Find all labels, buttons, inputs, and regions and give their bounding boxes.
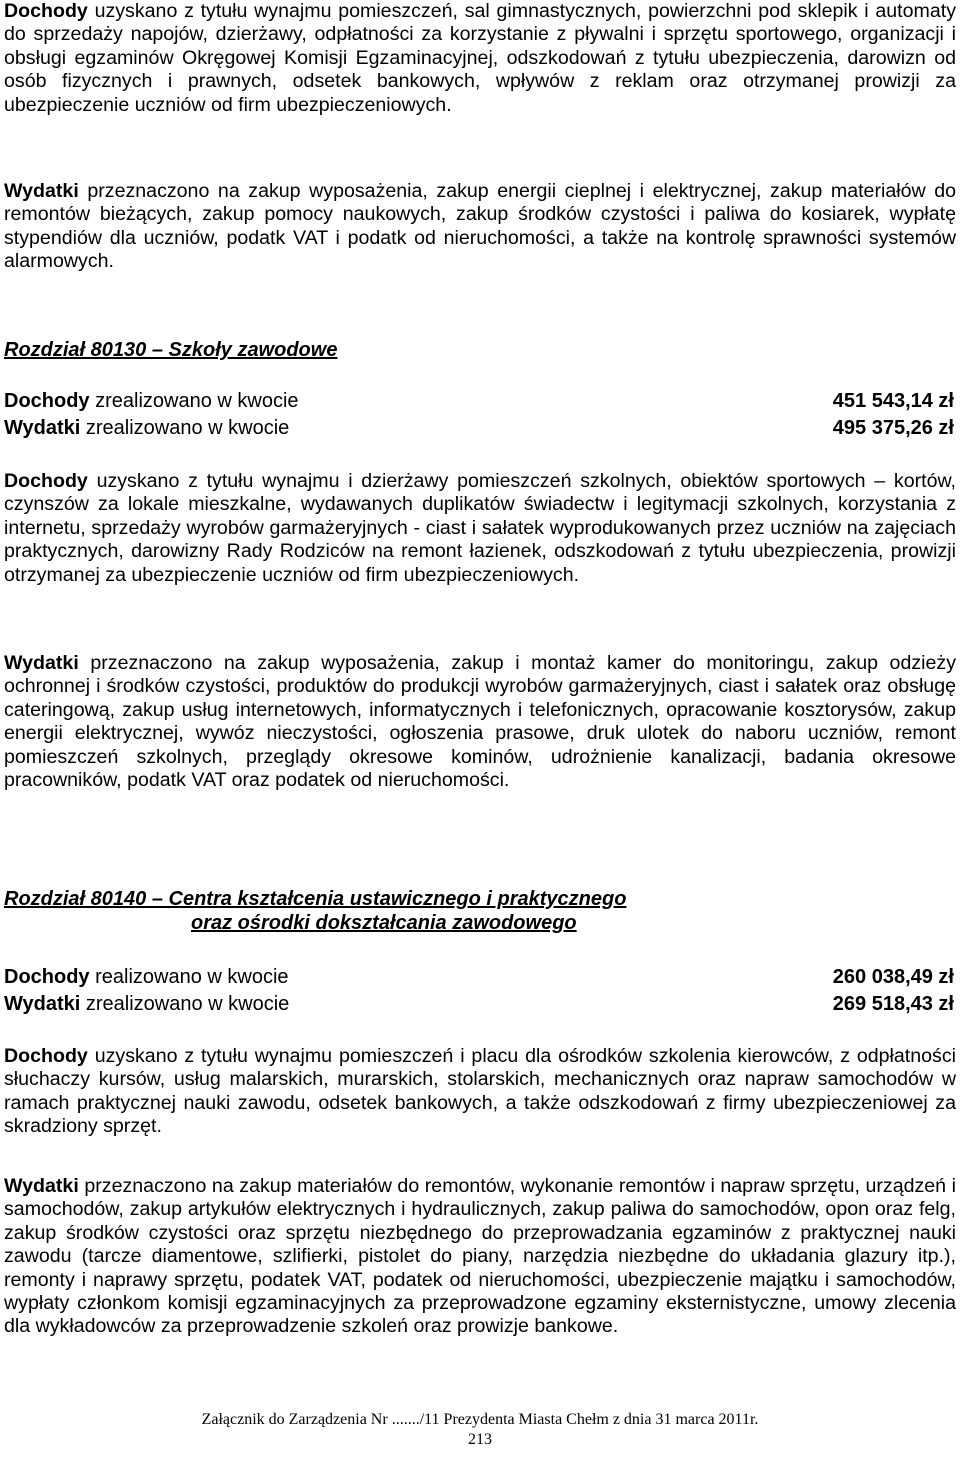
section-80140-expense-amount: 269 518,43 zł (832, 993, 954, 1015)
section-80130-expense-label: Wydatki (4, 652, 79, 674)
section-80130-income-row-label-group (4, 388, 299, 415)
prev-income-label: Dochody (4, 0, 88, 22)
section-80140-income-text: uzyskano z tytułu wynajmu pomieszczeń i placu dla ośrodków szkolenia kierowców, z odpłatności słuchaczy kursów, usług malarskich, murarskich, stolarskich, mechanicznych oraz napraw samochodów w ramach praktycznej nauki zawodu, odsetek bankowych, a także odszkodowań z firmy ubezpieczeniowej za skradziony sprzęt. (4, 1045, 956, 1138)
section-80130-summary (4, 388, 956, 442)
section-80130-income-amount: 451 543,14 zł (832, 390, 954, 412)
section-80140-income-paragraph (4, 1045, 956, 1139)
section-80130-income-row-suffix: zrealizowano w kwocie (95, 390, 299, 412)
section-80130-expense-row-suffix: zrealizowano w kwocie (85, 417, 290, 439)
section-80130-income-text: uzyskano z tytułu wynajmu i dzierżawy pomieszczeń szkolnych, obiektów sportowych – kortów, czynszów za lokale mieszkalne, wydawanych duplikatów świadectw i legitymacji szkolnych, korzystania z internetu, sprzedaży wyrobów garmażeryjnych - ciast i sałatek wyprodukowanych przez uczniów na zajęciach praktycznych, darowizny Rady Rodziców na remont łazienek, odszkodowań z tytułu ubezpieczenia, prowizji otrzymanej za ubezpieczenie uczniów od firm ubezpieczeniowych. (4, 470, 956, 586)
section-80130-income-label: Dochody (4, 470, 88, 492)
section-80130-income-paragraph (4, 470, 956, 587)
section-80140-income-row (4, 964, 956, 991)
prev-income-text: uzyskano z tytułu wynajmu pomieszczeń, sal gimnastycznych, powierzchni pod sklepik i automaty do sprzedaży napojów, dzierżawy, odpłatności za korzystanie z pływalni i sprzętu sportowego, organizacji i obsługi egzaminów Okręgowej Komisji Egzaminacyjnej, odszkodowań z tytułu ubezpieczenia, darowizn od osób fizycznych i prawnych, odsetek bankowych, wpływów z reklam oraz otrzymanej prowizji za ubezpieczenie uczniów od firm ubezpieczeniowych. (4, 0, 956, 116)
section-80130-expense-amount: 495 375,26 zł (832, 417, 954, 439)
section-80140-heading (4, 887, 626, 935)
section-80140-income-row-label: Dochody (4, 966, 90, 988)
section-80130-expense-row-label: Wydatki (4, 417, 81, 439)
page-footer (0, 1410, 960, 1450)
section-80140-expense-paragraph (4, 1175, 956, 1339)
section-80130-expense-row-label-group (4, 415, 289, 442)
prev-expense-label: Wydatki (4, 180, 79, 202)
section-80140-income-label: Dochody (4, 1045, 88, 1067)
section-80140-expense-text: przeznaczono na zakup materiałów do remontów, wykonanie remontów i napraw sprzętu, urządzeń i samochodów, zakup artykułów elektrycznych i hydraulicznych, zakup paliwa do samochodów, opon oraz felg, zakup środków czystości oraz sprzętu niezbędnego do przeprowadzania egzaminów z praktycznej nauki zawodu (tarcze diamentowe, szlifierki, pistolet do piany, narzędzia niezbędne do układania glazury itp.), remonty i naprawy sprzętu, podatek VAT, podatek od nieruchomości, ubezpieczenie majątku i samochodów, wypłaty członkom komisji egzaminacyjnych za przeprowadzone egzaminy eksternistyczne, umowy zlecenia dla wykładowców za przeprowadzenie szkoleń oraz prowizje bankowe. (4, 1175, 957, 1338)
section-80140-expense-label: Wydatki (4, 1175, 79, 1197)
section-80140-income-amount: 260 038,49 zł (832, 966, 954, 988)
prev-expense-text: przeznaczono na zakup wyposażenia, zakup energii cieplnej i elektrycznej, zakup materiałów do remontów bieżących, zakup pomocy naukowych, zakup środków czystości i paliwa do kosiarek, wypłatę stypendiów dla uczniów, podatk VAT i podatk od nieruchomości, a także na kontrolę sprawności systemów alarmowych. (4, 180, 956, 273)
section-80140-expense-row-label: Wydatki (4, 993, 81, 1015)
section-80140-income-row-label-group (4, 964, 289, 991)
section-80130-expense-text: przeznaczono na zakup wyposażenia, zakup i montaż kamer do monitoringu, zakup odzieży ochronnej i środków czystości, produktów do produkcji wyrobów garmażeryjnych, ciast i sałatek oraz obsługę cateringową, zakup usług internetowych, informatycznych i telefonicznych, opracowanie kosztorysów, zakup energii elektrycznej, wywóz nieczystości, ogłoszenia prasowe, druk ulotek do naboru uczniów, remont pomieszczeń szkolnych, przeglądy okresowe kominów, udrożnienie kanalizacji, badania okresowe pracowników, podatk VAT oraz podatek od nieruchomości. (4, 652, 956, 792)
section-80140-heading-line2: oraz ośrodki dokształcania zawodowego (191, 912, 577, 934)
section-80140-expense-row (4, 991, 956, 1018)
section-80140-heading-line1: Rozdział 80140 – Centra kształcenia ustawicznego i praktycznego (4, 888, 627, 910)
section-80130-expense-row (4, 415, 956, 442)
page-number: 213 (468, 1431, 492, 1448)
section-80130-income-row-label: Dochody (4, 390, 90, 412)
section-80140-summary (4, 964, 956, 1018)
prev-expense-paragraph (4, 180, 956, 274)
section-80140-income-row-suffix: realizowano w kwocie (95, 966, 289, 988)
footer-note: Załącznik do Zarządzenia Nr ......./11 Prezydenta Miasta Chełm z dnia 31 marca 2011r. (201, 1411, 759, 1428)
section-80140-expense-row-suffix: zrealizowano w kwocie (85, 993, 290, 1015)
section-80130-expense-paragraph (4, 652, 956, 792)
section-80140-expense-row-label-group (4, 991, 289, 1018)
prev-income-paragraph (4, 0, 956, 117)
section-80130-income-row (4, 388, 956, 415)
section-80130-heading: Rozdział 80130 – Szkoły zawodowe (4, 339, 338, 361)
